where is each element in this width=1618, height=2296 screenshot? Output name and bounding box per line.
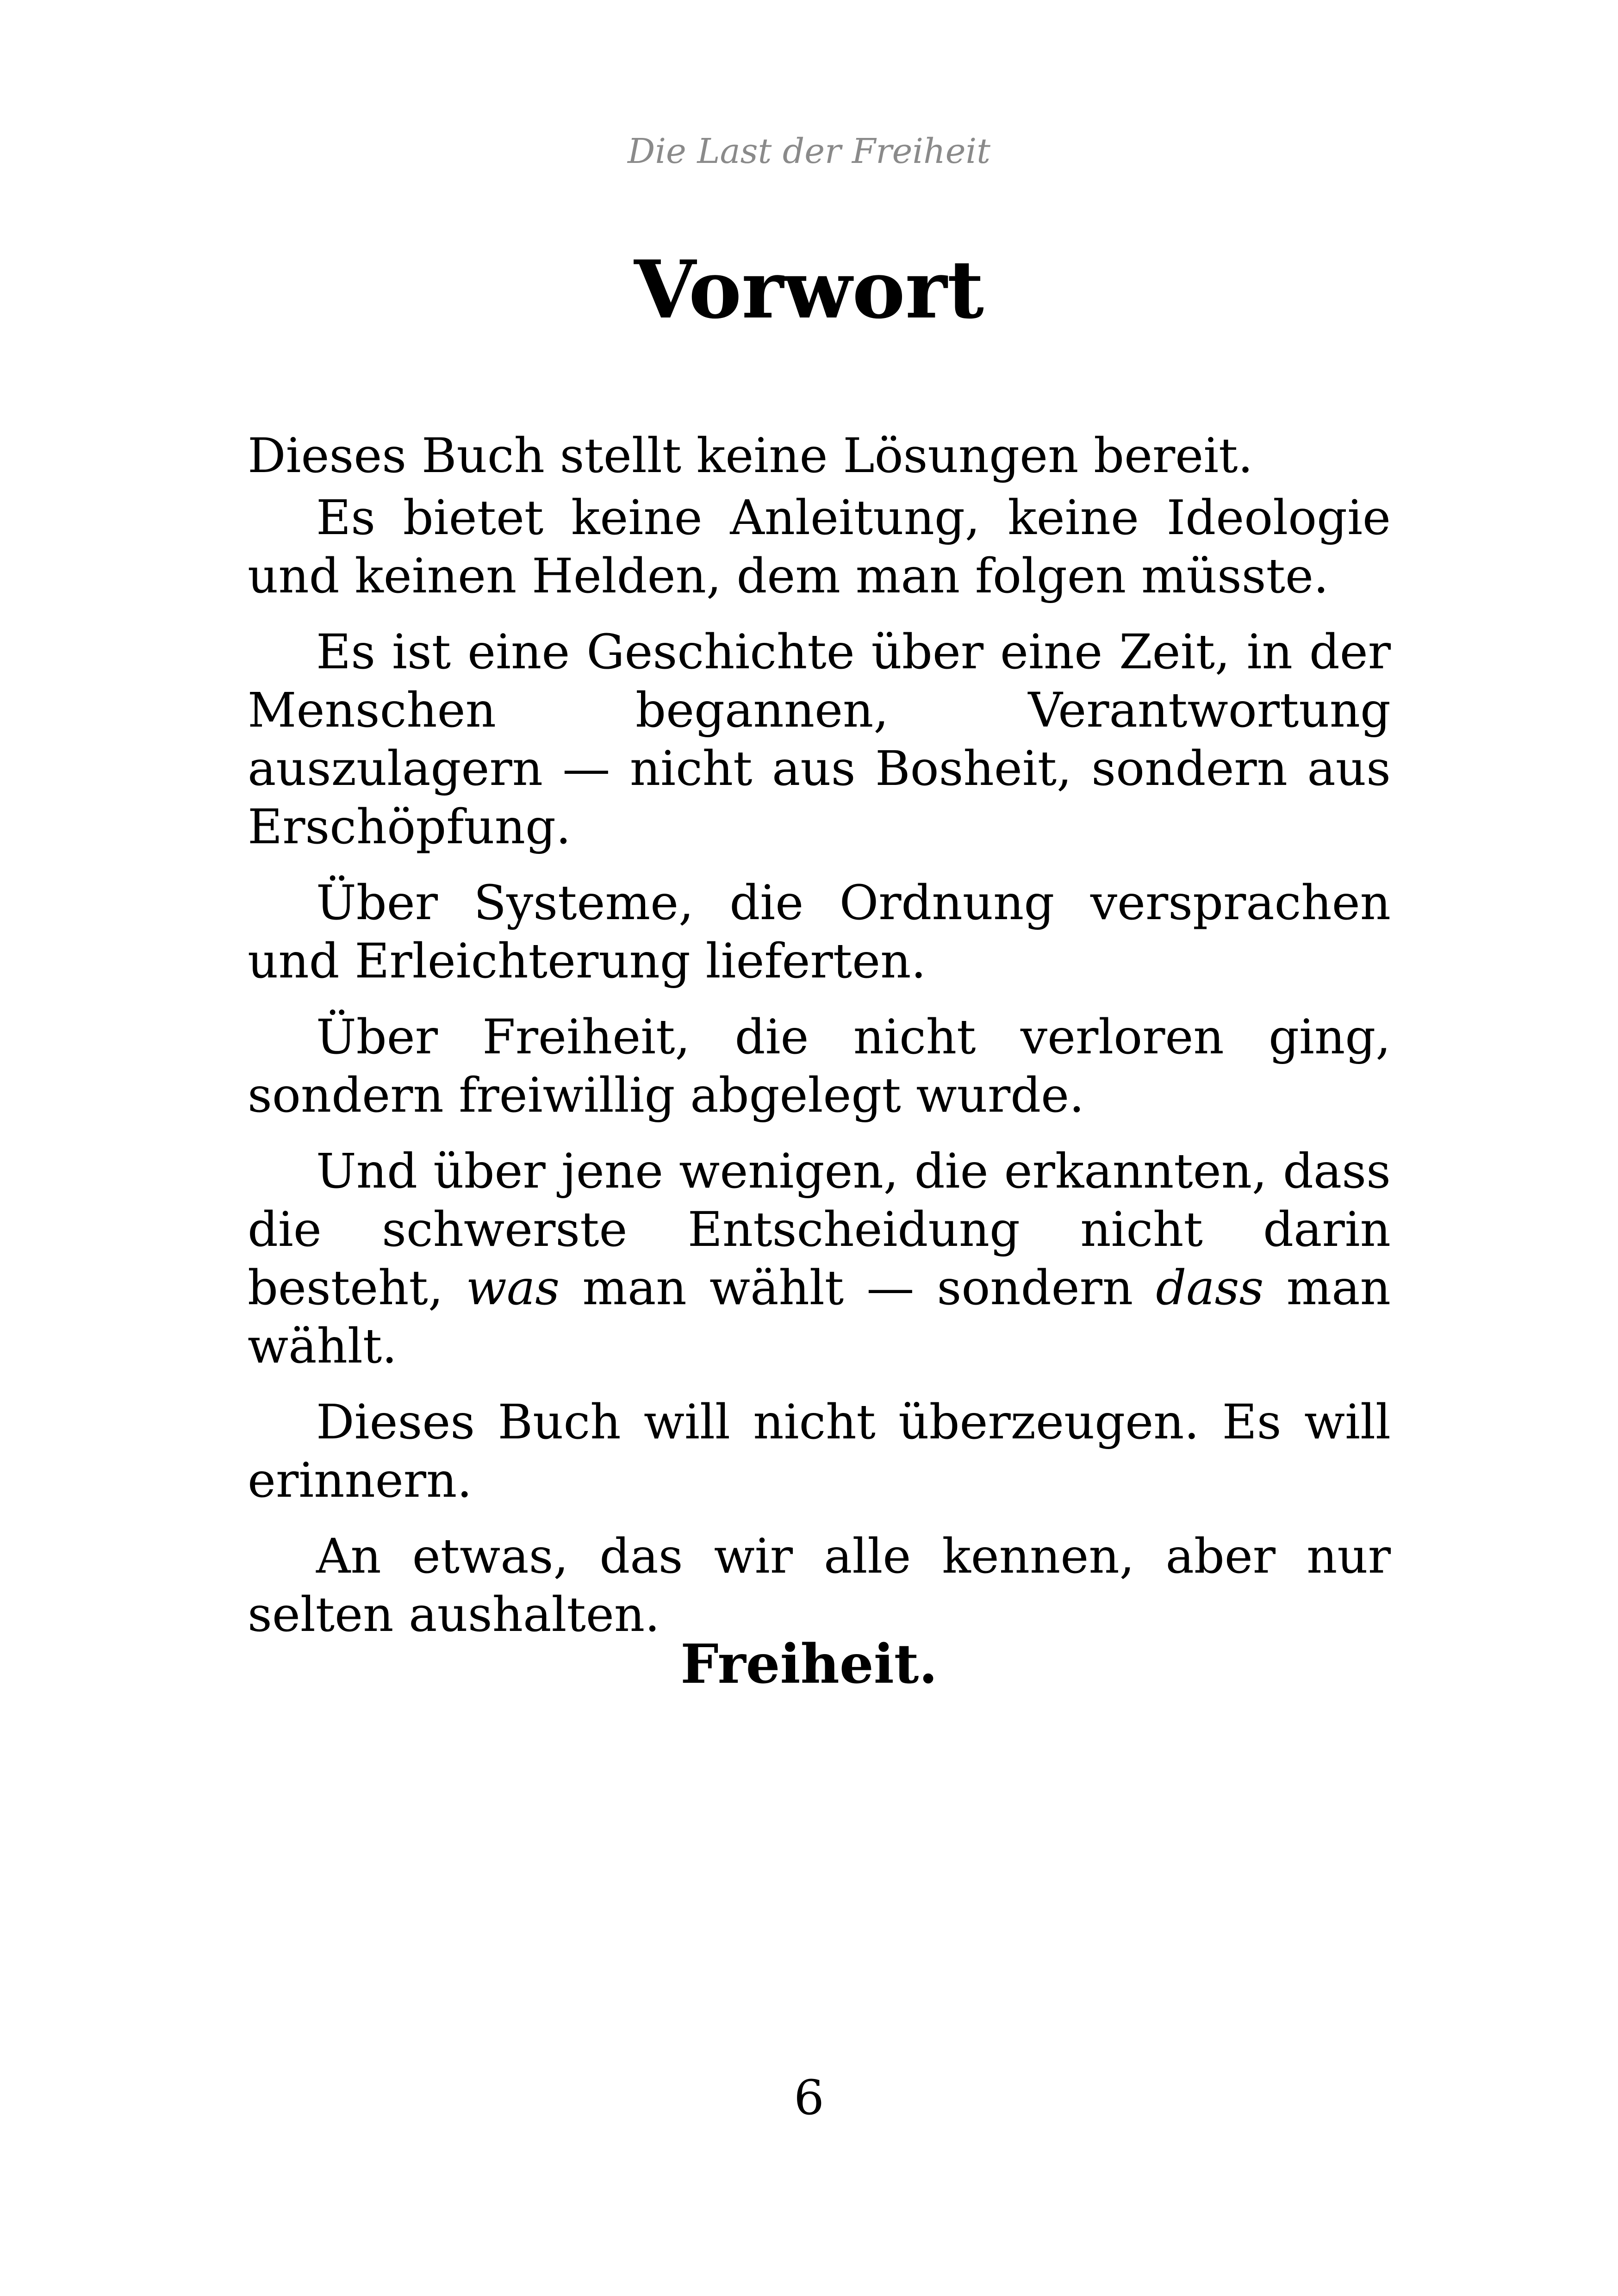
page-number: 6 [794,2070,824,2126]
paragraph-5: Über Freiheit, die nicht verloren ging, sondern freiwillig abgelegt wurde. [248,1009,1391,1123]
paragraph-6 [248,1142,1391,1375]
closing-word: Freiheit. [680,1633,938,1696]
emphasis-dass: dass [1156,1260,1264,1316]
paragraph-1: Dieses Buch stellt keine Lösungen bereit. [248,428,1253,484]
chapter-title: Vorwort [634,243,984,336]
paragraph-3: Es ist eine Geschichte über eine Zeit, in der Menschen begannen, Verantwortung auszulagern — nicht aus Bosheit, sondern aus Erschöpfung. [248,624,1391,855]
paragraph-6-part-3: man wählt. [248,1260,1391,1374]
paragraph-6-part-2: man wählt — sondern [560,1260,1156,1316]
paragraph-8: An etwas, das wir alle kennen, aber nur selten aushalten. [248,1529,1391,1643]
paragraph-2: Es bietet keine Anleitung, keine Ideologie und keinen Helden, dem man folgen müsste. [248,490,1391,604]
running-header: Die Last der Freiheit [628,131,990,171]
emphasis-was: was [466,1260,560,1316]
paragraph-4: Über Systeme, die Ordnung versprachen und Erleichterung lieferten. [248,875,1391,989]
body-text [248,427,1391,1661]
paragraph-6-part-1: Und über jene wenigen, die erkannten, dass die schwerste Entscheidung nicht darin besteht, [248,1144,1391,1316]
paragraph-7: Dieses Buch will nicht überzeugen. Es will erinnern. [248,1394,1391,1508]
